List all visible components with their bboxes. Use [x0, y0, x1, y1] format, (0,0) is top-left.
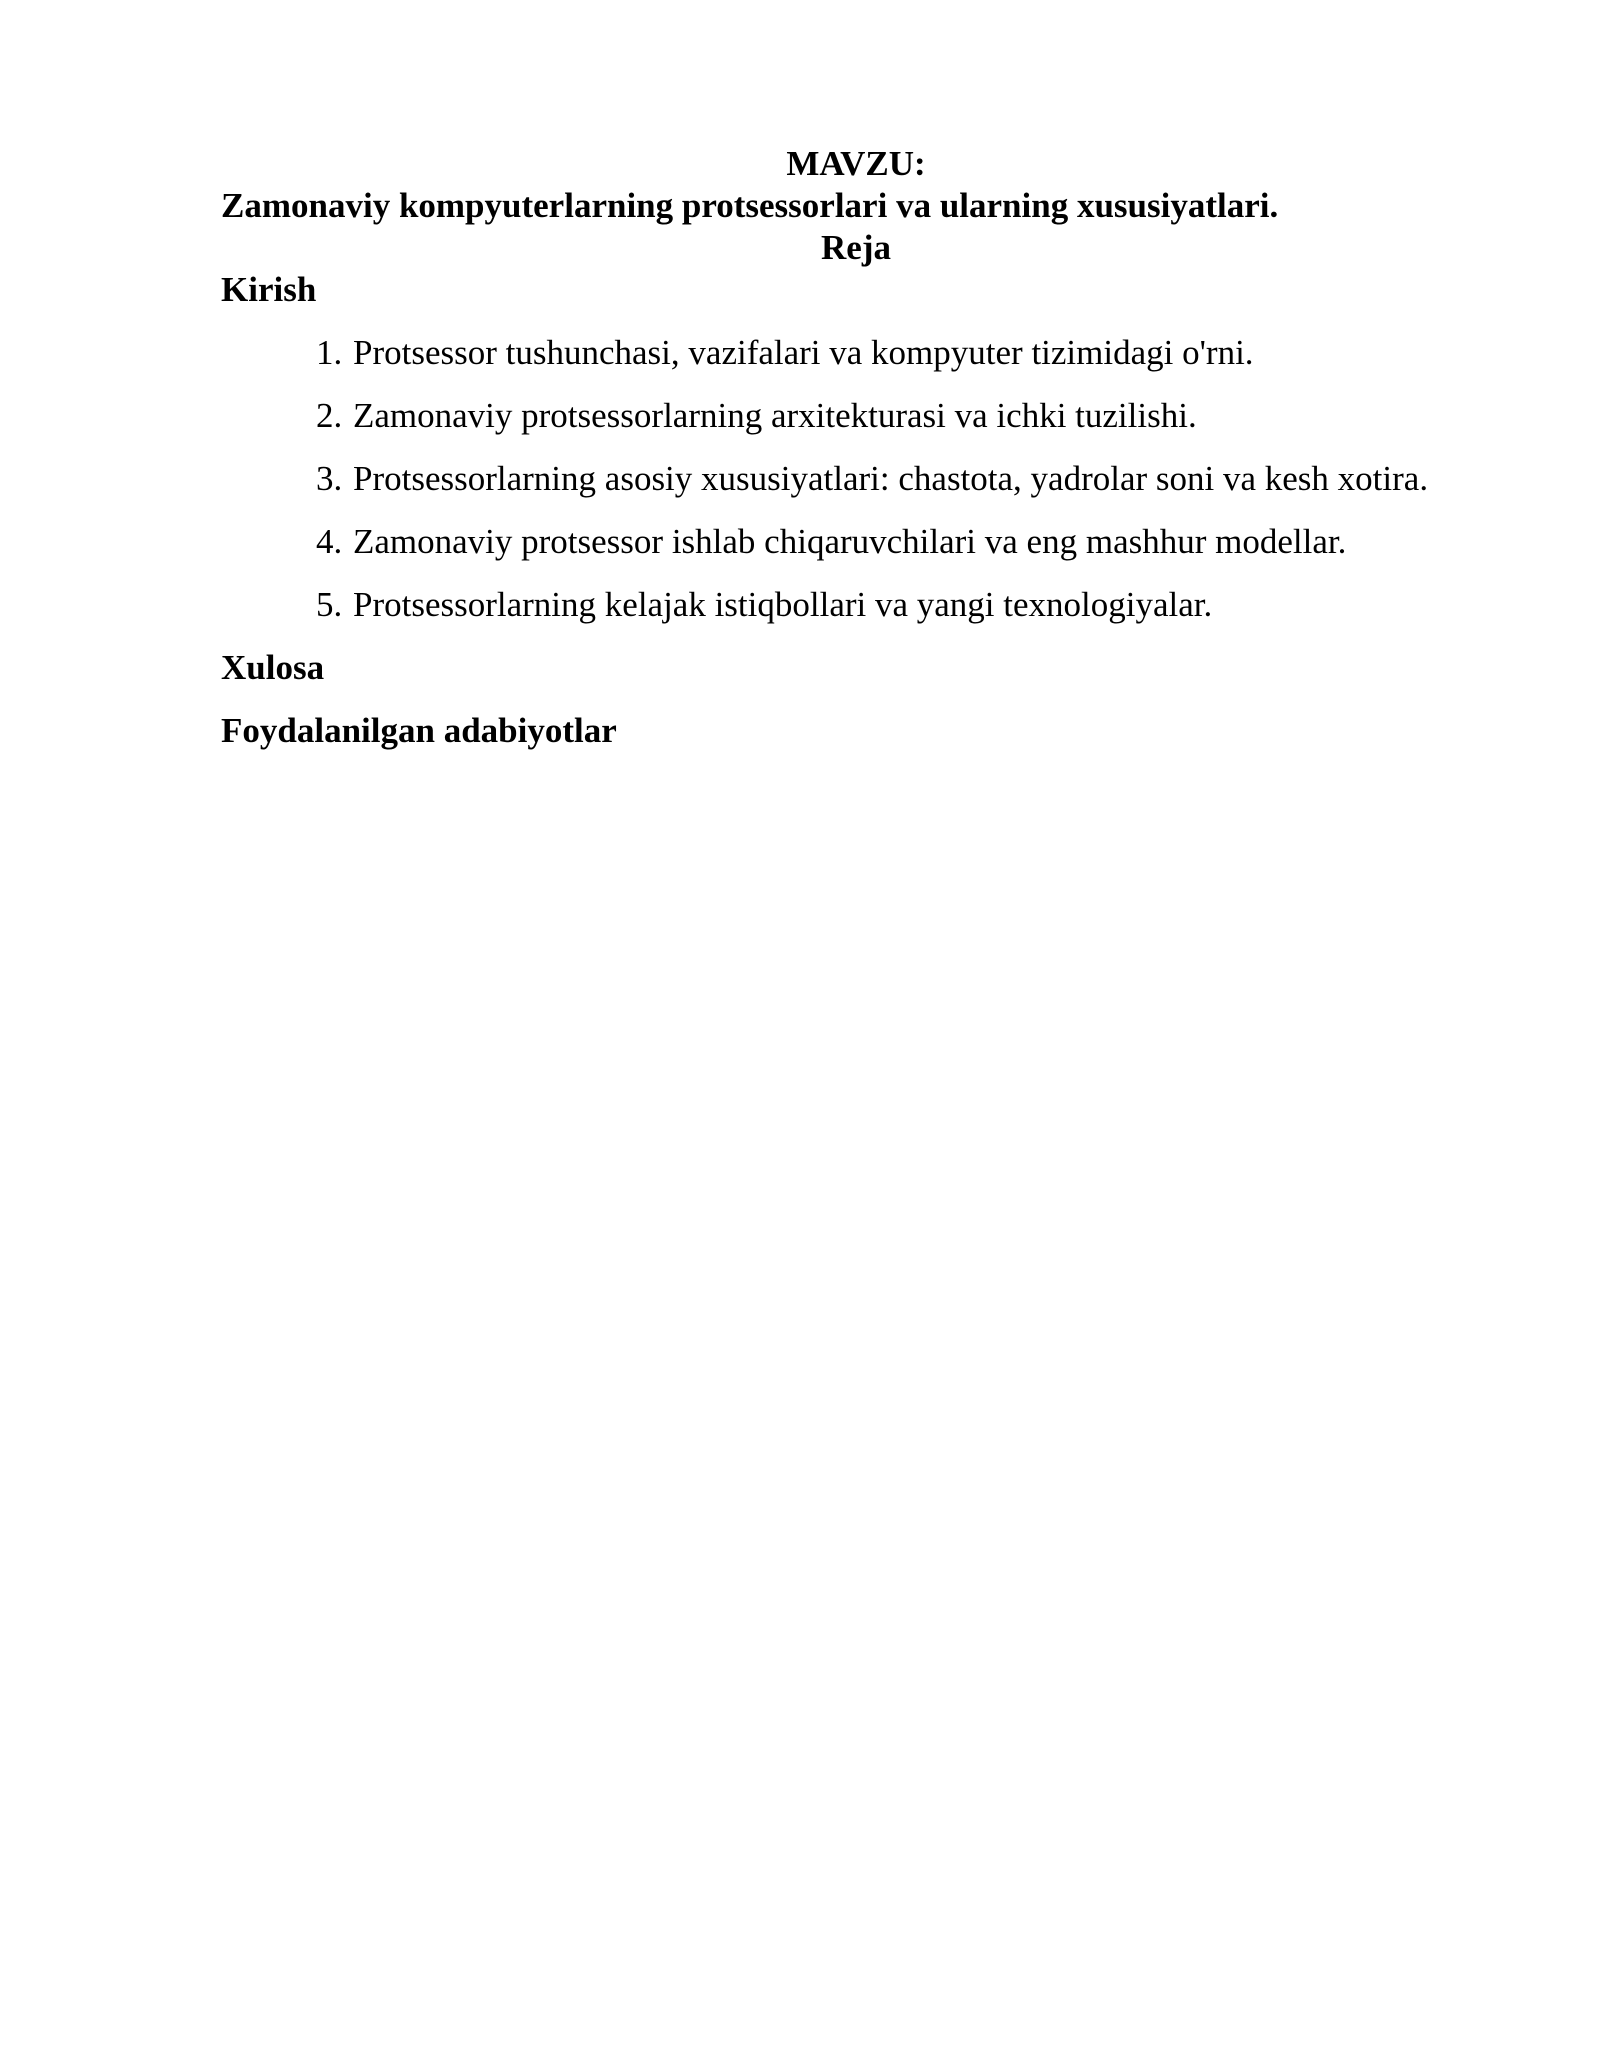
- conclusion-heading: Xulosa: [221, 648, 325, 687]
- plan-item-number: 3.: [316, 459, 343, 498]
- plan-item-text: Zamonaviy protsessor ishlab chiqaruvchilari va eng mashhur modellar.: [353, 522, 1347, 561]
- topic-title: Zamonaviy kompyuterlarning protsessorlari va ularning xususiyatlari.: [221, 186, 1279, 225]
- plan-item-number: 4.: [316, 522, 343, 561]
- plan-item-3: [221, 458, 1491, 500]
- spacer: [221, 689, 1491, 710]
- plan-item-text: Zamonaviy protsessorlarning arxitekturasi va ichki tuzilishi.: [353, 396, 1197, 435]
- plan-item-number: 5.: [316, 585, 343, 624]
- plan-heading: Reja: [821, 228, 891, 267]
- plan-item-1: [221, 332, 1491, 374]
- plan-item-text: Protsessorlarning kelajak istiqbollari va yangi texnologiyalar.: [353, 585, 1213, 624]
- plan-list: [221, 332, 1491, 626]
- plan-item-number: 1.: [316, 333, 343, 372]
- document-content: [221, 143, 1491, 752]
- plan-item-text: Protsessor tushunchasi, vazifalari va kompyuter tizimidagi o'rni.: [353, 333, 1254, 372]
- plan-item-text: Protsessorlarning asosiy xususiyatlari: chastota, yadrolar soni va kesh xotira.: [353, 459, 1429, 498]
- topic-label: MAVZU:: [786, 144, 926, 183]
- plan-item-4: [221, 521, 1491, 563]
- plan-item-2: [221, 395, 1491, 437]
- plan-item-number: 2.: [316, 396, 343, 435]
- intro-heading: Kirish: [221, 270, 317, 309]
- references-heading: Foydalanilgan adabiyotlar: [221, 711, 617, 750]
- plan-item-5: [221, 584, 1491, 626]
